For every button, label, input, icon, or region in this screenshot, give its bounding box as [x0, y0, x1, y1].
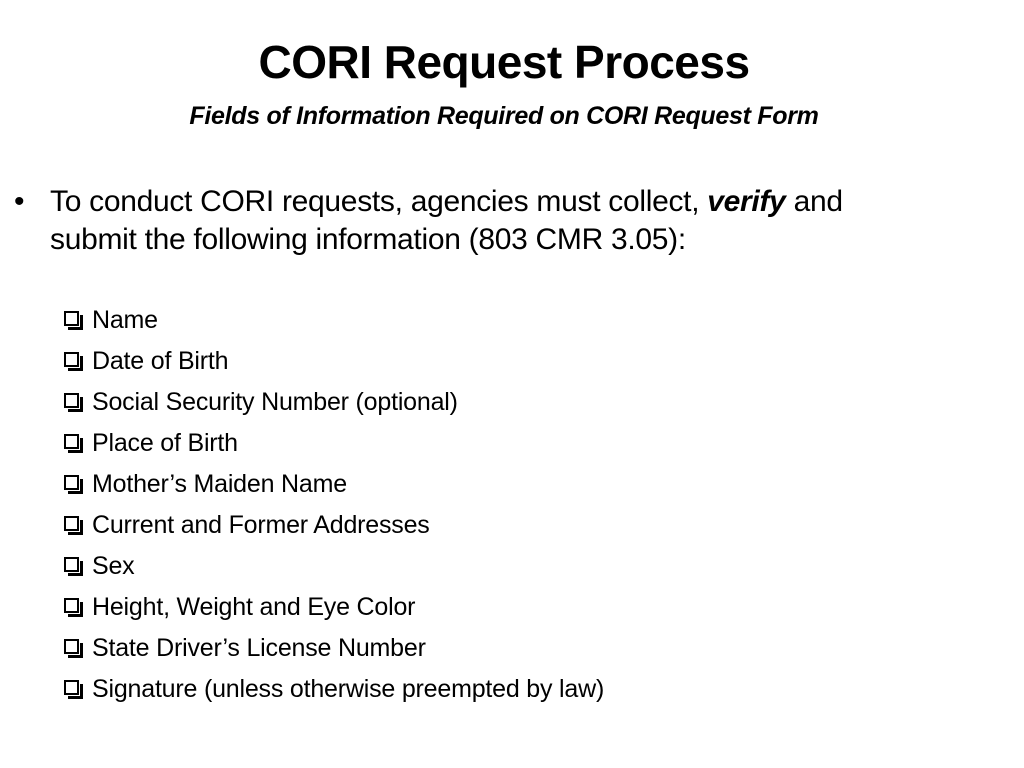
square-checkbox-icon	[64, 679, 86, 701]
list-item-label: Place of Birth	[92, 429, 238, 457]
list-item	[64, 669, 844, 710]
list-item	[64, 587, 844, 628]
square-checkbox-icon	[64, 597, 86, 619]
list-item-label: Current and Former Addresses	[92, 511, 430, 539]
list-item	[64, 628, 844, 669]
slide-title: CORI Request Process	[258, 36, 750, 88]
list-item-label: State Driver’s License Number	[92, 634, 426, 662]
bullet-dot-icon: •	[14, 185, 25, 218]
list-item	[64, 382, 844, 423]
list-item-label: Mother’s Maiden Name	[92, 470, 347, 498]
main-bullet	[14, 183, 874, 259]
list-item-label: Signature (unless otherwise preempted by law)	[92, 675, 605, 703]
list-item	[64, 546, 844, 587]
bullet-emphasis: verify	[707, 185, 786, 218]
list-item	[64, 300, 844, 341]
slide-subtitle: Fields of Information Required on CORI Request Form	[189, 102, 819, 130]
list-item-label: Social Security Number (optional)	[92, 388, 458, 416]
square-checkbox-icon	[64, 515, 86, 537]
list-item	[64, 505, 844, 546]
required-fields-list	[64, 300, 844, 710]
list-item	[64, 464, 844, 505]
bullet-text-after: and submit the following information (803 CMR 3.05):	[50, 185, 843, 256]
square-checkbox-icon	[64, 433, 86, 455]
list-item-label: Date of Birth	[92, 347, 229, 375]
bullet-text-before: To conduct CORI requests, agencies must collect,	[50, 185, 708, 218]
list-item	[64, 423, 844, 464]
bullet-row	[14, 183, 874, 259]
list-item-label: Height, Weight and Eye Color	[92, 593, 416, 621]
square-checkbox-icon	[64, 351, 86, 373]
list-item-label: Name	[92, 306, 158, 334]
square-checkbox-icon	[64, 474, 86, 496]
bullet-text	[50, 183, 850, 259]
square-checkbox-icon	[64, 556, 86, 578]
list-item-label: Sex	[92, 552, 135, 580]
square-checkbox-icon	[64, 392, 86, 414]
list-item	[64, 341, 844, 382]
square-checkbox-icon	[64, 638, 86, 660]
square-checkbox-icon	[64, 310, 86, 332]
